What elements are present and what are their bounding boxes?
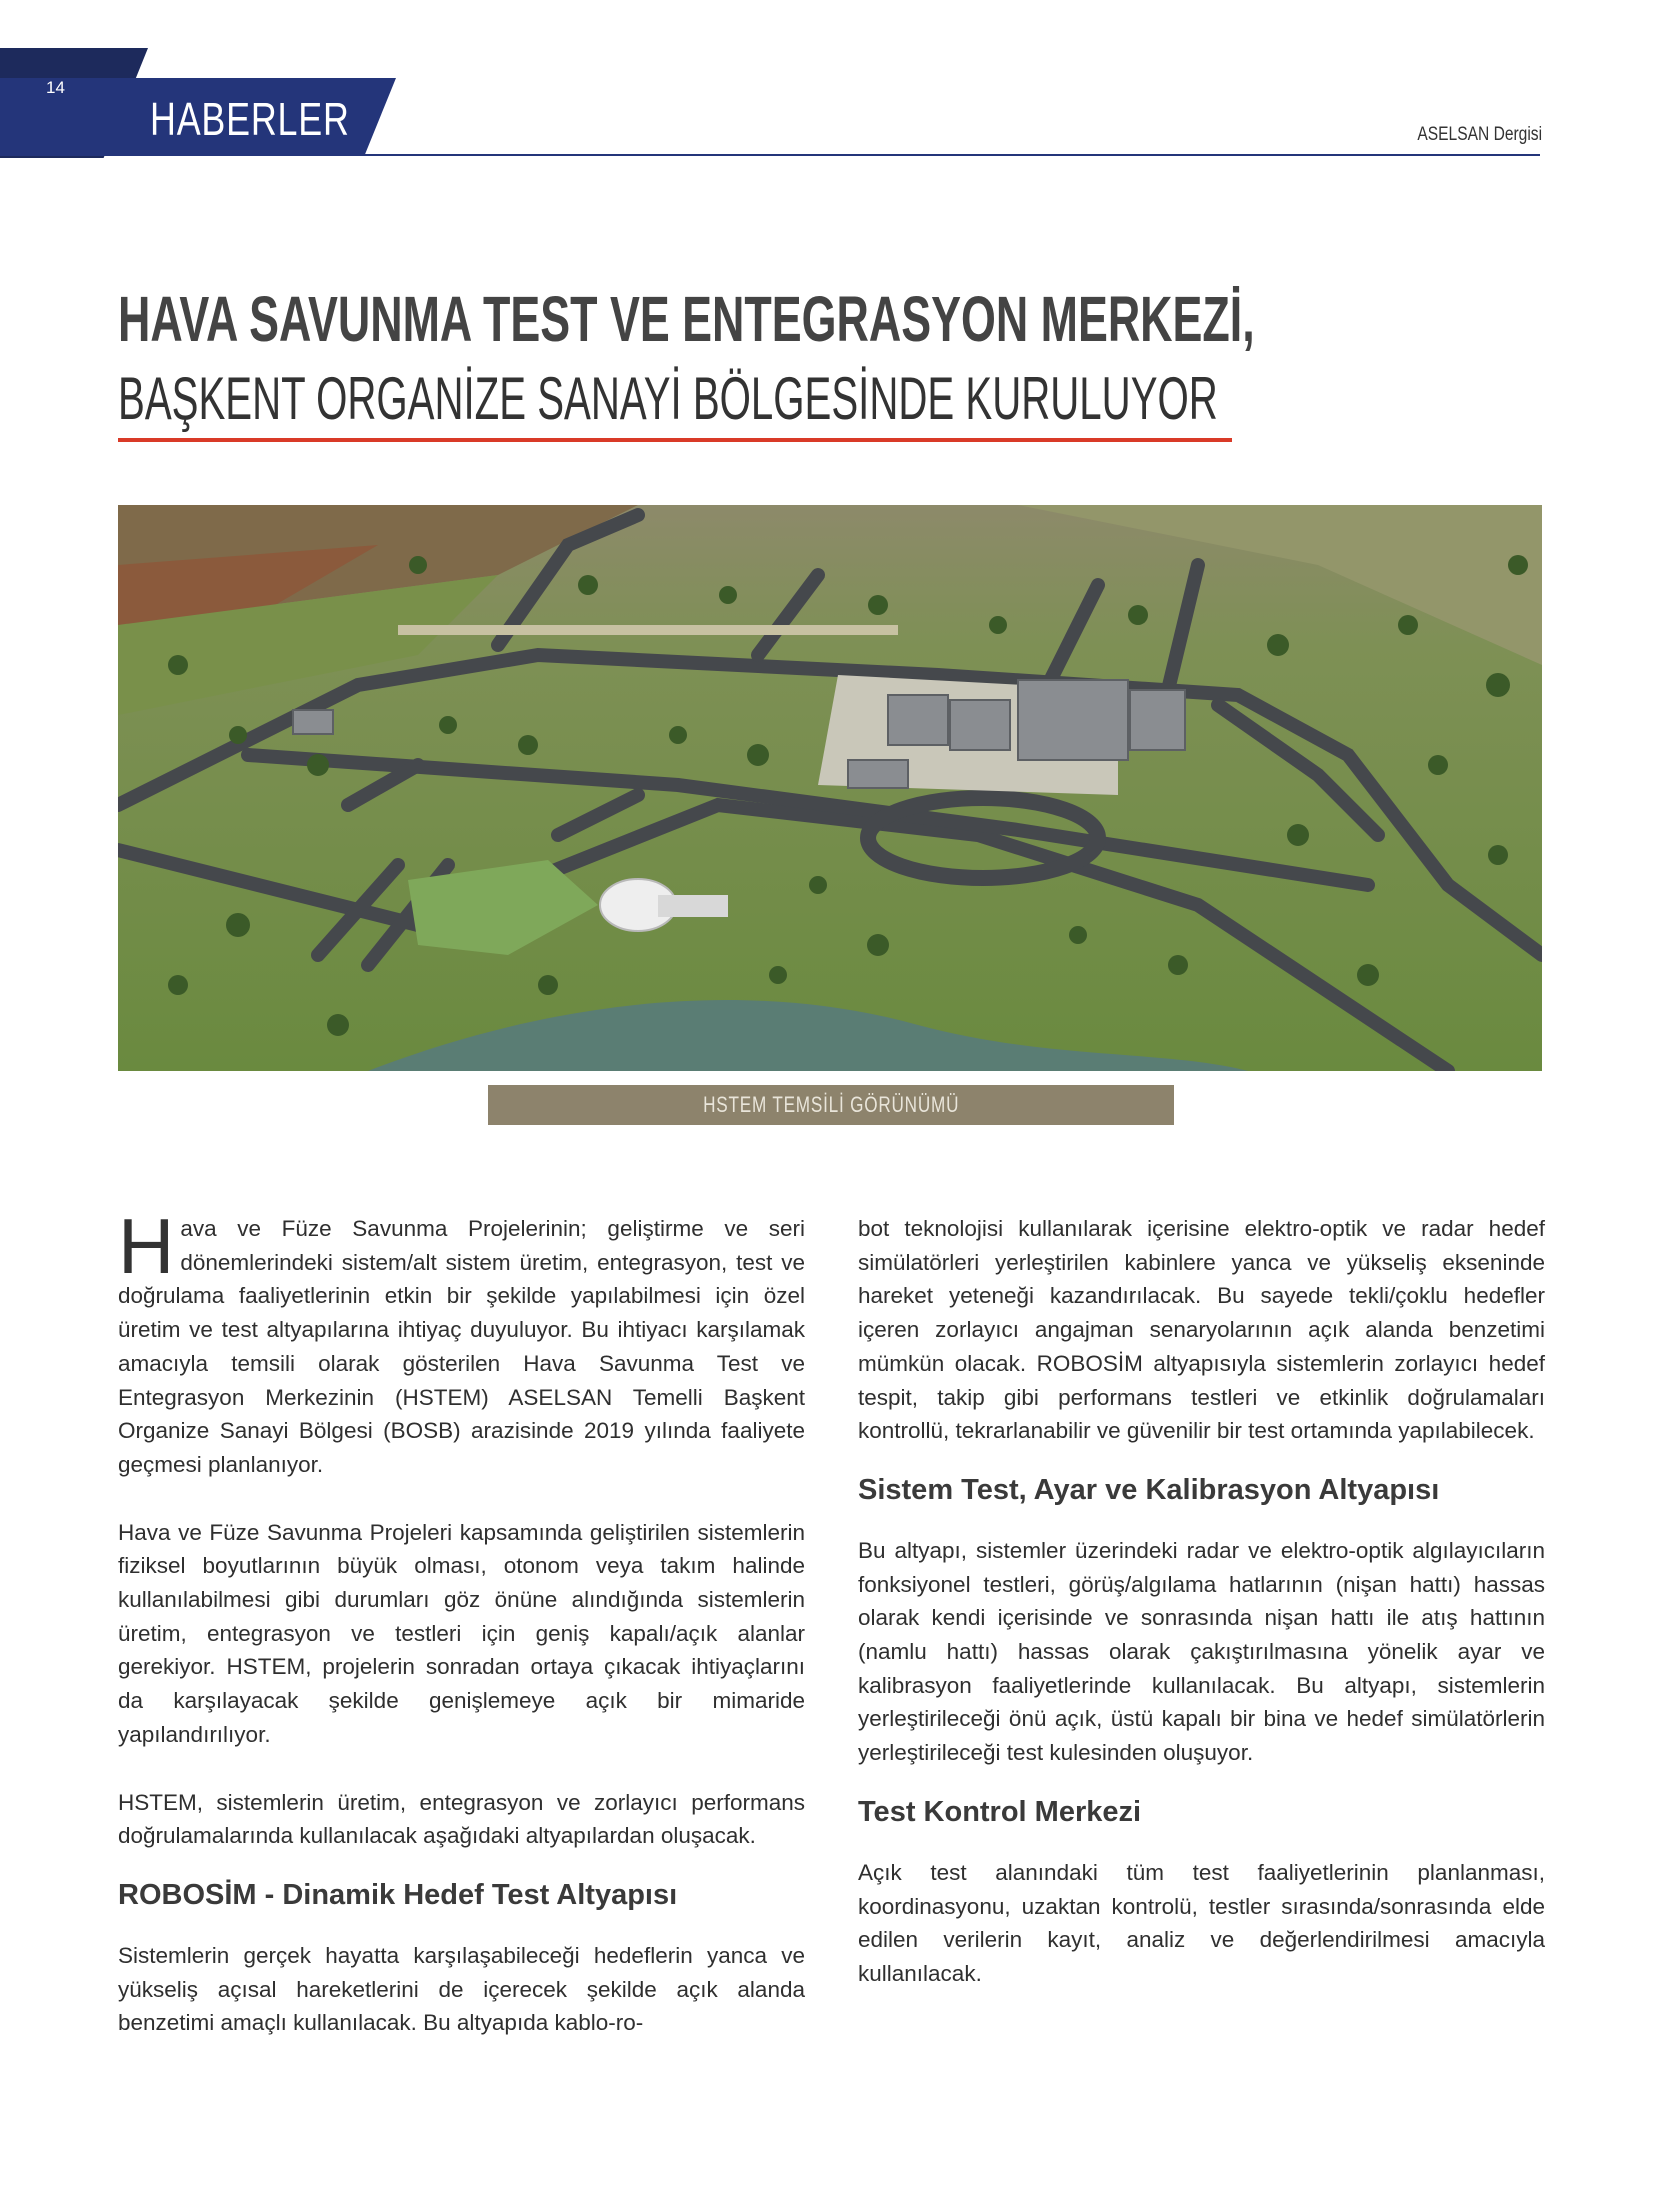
paragraph: Sistemlerin gerçek hayatta karşılaşabileceği hedeflerin yanca ve yükseliş açısal hareketlerini de içerecek şekilde açık alanda benzetimi amaçlı kullanılacak. Bu altyapıda kablo-ro- — [118, 1942, 805, 2036]
paragraph: HSTEM, sistemlerin üretim, entegrasyon ve zorlayıcı performans doğrulamalarında kullanılacak aşağıdaki altyapılardan oluşacak. — [118, 1789, 805, 1849]
subheading-robosim: ROBOSİM - Dinamik Hedef Test Altyapısı — [118, 1878, 678, 1911]
text-column-right — [858, 1212, 1545, 1991]
drop-cap: H — [118, 1202, 175, 1290]
image-caption: HSTEM TEMSİLİ GÖRÜNÜMÜ — [488, 1085, 1174, 1125]
page-number: 14 — [46, 78, 65, 97]
article-subtitle: BAŞKENT ORGANİZE SANAYİ BÖLGESİNDE KURULUYOR — [118, 365, 1218, 432]
section-label: HABERLER — [150, 93, 350, 145]
magazine-name: ASELSAN Dergisi — [1417, 124, 1542, 145]
text-column-left — [118, 1202, 805, 2040]
facility-rendering-image — [118, 505, 1542, 1071]
paragraph: bot teknolojisi kullanılarak içerisine elektro-optik ve radar hedef simülatörleri yerleştirilen kabinlere yanca ve yükseliş ekseninde hareket yeteneği kazandırılacak. Bu sayede tekli/çoklu hedefler içeren zorlayıcı angajman senaryolarının açık alanda benzetimi mümkün olacak. ROBOSİM altyapısıyla sistemlerin zorlayıcı hedef tespit, takip gibi performans testleri ve etkinlik doğrulamaları kontrollü, tekrarlanabilir ve güvenilir bir test ortamında yapılabilecek. — [858, 1216, 1545, 1444]
header-rule — [300, 154, 1540, 156]
subheading-control-center: Test Kontrol Merkezi — [858, 1795, 1142, 1828]
subheading-calibration: Sistem Test, Ayar ve Kalibrasyon Altyapısı — [858, 1473, 1440, 1506]
paragraph: Hava ve Füze Savunma Projelerinin; geliştirme ve seri dönemlerindeki sistem/alt sistem üretim, entegrasyon, test ve doğrulama faaliyetlerinin etkin bir şekilde yapılabilmesi için özel üretim ve test altyapılarına ihtiyaç duyuluyor. Bu ihtiyacı karşılamak amacıyla temsili olarak gösterilen Hava Savunma Test ve Entegrasyon Merkezinin (HSTEM) ASELSAN Temelli Başkent Organize Sanayi Bölgesi (BOSB) arazisinde 2019 yılında faaliyete geçmesi planlanıyor. — [118, 1202, 805, 1477]
paragraph: Bu altyapı, sistemler üzerindeki radar ve elektro-optik algılayıcıların fonksiyonel testleri, görüş/algılama hatlarının (nişan hattı) hassas olarak kendi içerisinde ve sonrasında nişan hattı ile atış hattının (namlu hattı) hassas olarak çakıştırılmasına yönelik ayar ve kalibrasyon faaliyetlerinde kullanılacak. Bu altyapı, sistemlerin yerleştirileceği önü açık, üstü kapalı bir bina ve hedef simülatörlerin yerleştirileceği test kulesinden oluşuyor. — [858, 1537, 1545, 1766]
paragraph: Açık test alanındaki tüm test faaliyetlerinin planlanması, koordinasyonu, uzaktan kontrolü, testler sırasında/sonrasında elde edilen verilerin kayıt, analiz ve değerlendirilmesi amacıyla kullanılacak. — [858, 1859, 1545, 1986]
title-underline — [118, 438, 1232, 442]
article-title: HAVA SAVUNMA TEST VE ENTEGRASYON MERKEZİ, — [118, 283, 1255, 355]
paragraph: Hava ve Füze Savunma Projeleri kapsamında geliştirilen sistemlerin fiziksel boyutlarının büyük olması, otonom veya takım halinde kullanılabilmesi gibi durumları göz önüne alındığında sistemlerin üretim, entegrasyon ve testleri için geniş kapalı/açık alanlar gerekiyor. HSTEM, projelerin sonradan ortaya çıkacak ihtiyaçlarını da karşılayacak şekilde genişlemeye açık bir mimaride yapılandırılıyor. — [118, 1519, 805, 1747]
